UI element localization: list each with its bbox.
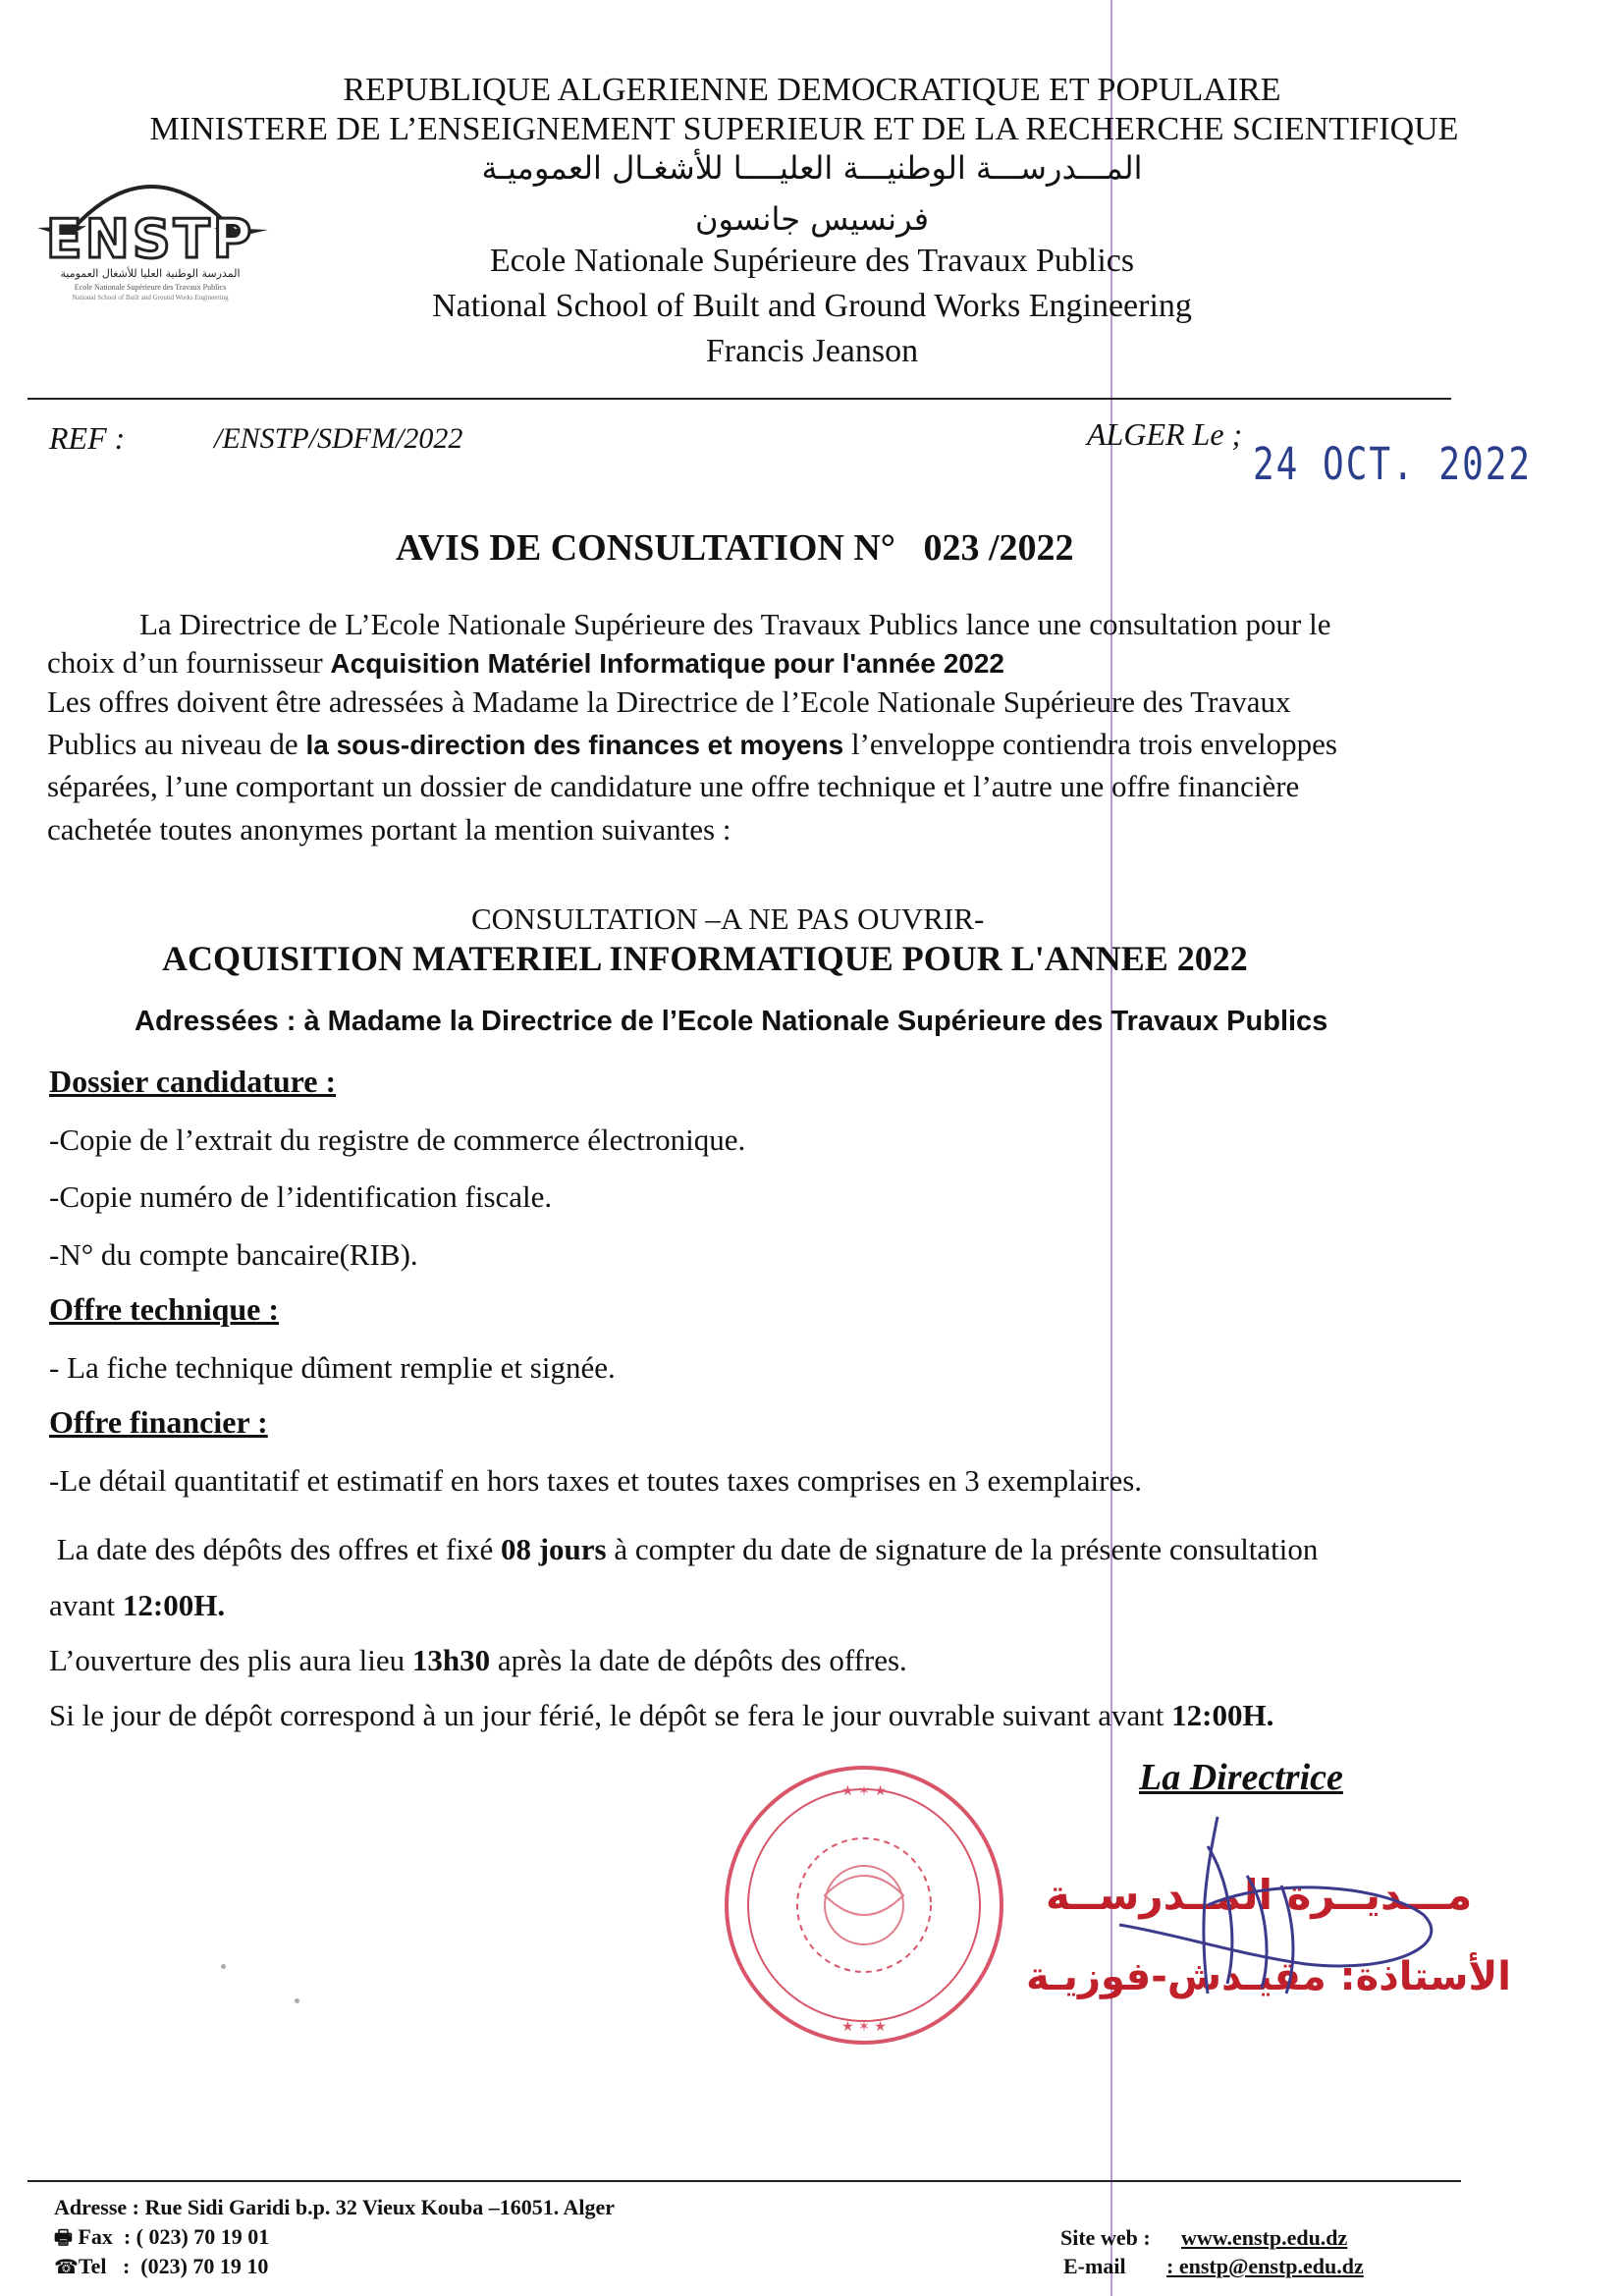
header-arabic-name: فرنسيس جانسون xyxy=(694,200,930,238)
footer-web-link[interactable]: www.enstp.edu.dz xyxy=(1181,2225,1348,2250)
ref-label: REF : xyxy=(49,420,126,456)
condition-line-4 xyxy=(49,1693,1273,1738)
footer-divider xyxy=(27,2180,1461,2182)
place-label: ALGER Le ; xyxy=(1087,416,1243,452)
footer-email-link[interactable]: : enstp@enstp.edu.dz xyxy=(1166,2254,1364,2278)
header-divider xyxy=(27,398,1451,400)
date-stamp: 24 OCT. 2022 xyxy=(1253,440,1533,491)
intro-line-4-b: l’enveloppe contiendra trois enveloppes xyxy=(843,727,1337,761)
scan-speck xyxy=(221,1964,226,1969)
condition-3-a: L’ouverture des plis aura lieu xyxy=(49,1643,412,1677)
signature-role: La Directrice xyxy=(1139,1757,1343,1798)
section-financier-title: Offre financier : xyxy=(49,1404,268,1440)
mention-line-2: ACQUISITION MATERIEL INFORMATIQUE POUR L'ANNEE 2022 xyxy=(162,939,1248,978)
condition-1-bold: 08 jours xyxy=(500,1532,607,1566)
dossier-item-3: -N° du compte bancaire(RIB). xyxy=(49,1237,418,1272)
logo-sub-ar: المدرسة الوطنية العليا للأشغال العمومية xyxy=(60,267,241,280)
condition-2-bold: 12:00H. xyxy=(122,1588,226,1622)
intro-line-5: séparées, l’une comportant un dossier de candidature une offre technique et l’autre une offre financière xyxy=(47,769,1300,803)
handwritten-signature xyxy=(1060,1787,1473,2003)
header-school-person: Francis Jeanson xyxy=(705,333,919,369)
footer-tel xyxy=(54,2251,268,2282)
footer-email-label: E-mail xyxy=(1063,2254,1126,2278)
signature-arabic-name: الأستاذة: مقيـدش-فوزيـة xyxy=(1026,1954,1511,1999)
condition-line-1 xyxy=(49,1527,1318,1572)
intro-line-1: La Directrice de L’Ecole Nationale Supérieure des Travaux Publics lance une consultation pour le xyxy=(139,607,1331,641)
footer-address: Adresse : Rue Sidi Garidi b.p. 32 Vieux Kouba –16051. Alger xyxy=(54,2195,616,2219)
dossier-item-1: -Copie de l’extrait du registre de commerce électronique. xyxy=(49,1122,746,1157)
fax-icon: 🖶 xyxy=(54,2225,73,2249)
footer-tel-label: Tel : xyxy=(78,2254,141,2278)
section-technique-title: Offre technique : xyxy=(49,1291,280,1327)
dossier-item-2: -Copie numéro de l’identification fiscale. xyxy=(49,1179,553,1214)
svg-text:★ ✶ ★: ★ ✶ ★ xyxy=(841,1783,887,1799)
logo-sub-fr: Ecole Nationale Supérieure des Travaux Publics xyxy=(74,283,227,292)
phone-icon: ☎ xyxy=(54,2255,79,2278)
signature-arabic-title: مـــديــرة المــدرســة xyxy=(1046,1871,1473,1919)
mention-line-3: Adressées : à Madame la Directrice de l’Ecole Nationale Supérieure des Travaux Publics xyxy=(135,1006,1328,1037)
condition-line-3 xyxy=(49,1638,907,1683)
section-dossier-title: Dossier candidature : xyxy=(49,1064,337,1099)
condition-2-a: avant xyxy=(49,1588,123,1622)
condition-4-a: Si le jour de dépôt correspond à un jour férié, le dépôt se fera le jour ouvrable suivant avant xyxy=(49,1698,1172,1732)
intro-line-2-text: choix d’un fournisseur xyxy=(47,645,331,680)
intro-line-6: cachetée toutes anonymes portant la mention suivantes : xyxy=(47,812,731,847)
header-school-en: National School of Built and Ground Works Engineering xyxy=(432,288,1192,324)
svg-text:★ ✶ ★: ★ ✶ ★ xyxy=(841,2019,887,2035)
enstp-logo xyxy=(27,147,273,304)
header-arabic-school: المـــدرســـة الوطنيـــة العليــــا للأشغـال العموميـة xyxy=(481,149,1143,187)
condition-1-b: à compter du date de signature de la présente consultation xyxy=(606,1532,1319,1566)
scan-speck xyxy=(295,1998,299,2003)
header-ministry: MINISTERE DE L’ENSEIGNEMENT SUPERIEUR ET DE LA RECHERCHE SCIENTIFIQUE xyxy=(149,111,1459,147)
condition-line-2 xyxy=(49,1583,225,1628)
header-republic: REPUBLIQUE ALGERIENNE DEMOCRATIQUE ET POPULAIRE xyxy=(343,72,1281,108)
footer-fax-value: ( 023) 70 19 01 xyxy=(135,2224,270,2249)
financier-item-1: -Le détail quantitatif et estimatif en hors taxes et toutes taxes comprises en 3 exemplaires. xyxy=(49,1463,1143,1498)
intro-line-2-bold: Acquisition Matériel Informatique pour l'année 2022 xyxy=(330,648,1004,679)
condition-3-b: après la date de dépôts des offres. xyxy=(490,1643,907,1677)
condition-4-bold: 12:00H. xyxy=(1171,1698,1274,1732)
ref-value: /ENSTP/SDFM/2022 xyxy=(214,422,463,455)
footer-tel-value: (023) 70 19 10 xyxy=(140,2254,269,2278)
page-title: AVIS DE CONSULTATION N° 023 /2022 xyxy=(396,527,1074,569)
logo-sub-en: National School of Built and Ground Works Engineering xyxy=(72,294,229,301)
footer-fax xyxy=(54,2221,269,2253)
intro-line-4-a: Publics au niveau de xyxy=(47,727,306,761)
condition-1-a: La date des dépôts des offres et fixé xyxy=(49,1532,501,1566)
header-school-fr: Ecole Nationale Supérieure des Travaux Publics xyxy=(489,243,1135,279)
intro-line-3: Les offres doivent être adressées à Madame la Directrice de l’Ecole Nationale Supérieure des Travaux xyxy=(47,684,1291,719)
condition-3-bold: 13h30 xyxy=(411,1643,491,1677)
mention-line-1: CONSULTATION –A NE PAS OUVRIR- xyxy=(471,902,985,936)
footer-web-label: Site web : xyxy=(1060,2225,1151,2250)
logo-text: ENSTP xyxy=(45,208,255,270)
intro-line-4-bold: la sous-direction des finances et moyens xyxy=(305,730,844,760)
technique-item-1: - La fiche technique dûment remplie et signée. xyxy=(49,1350,616,1385)
footer-fax-label: Fax : xyxy=(78,2224,136,2249)
intro-line-4 xyxy=(47,722,1337,768)
official-stamp xyxy=(717,1758,1011,2052)
